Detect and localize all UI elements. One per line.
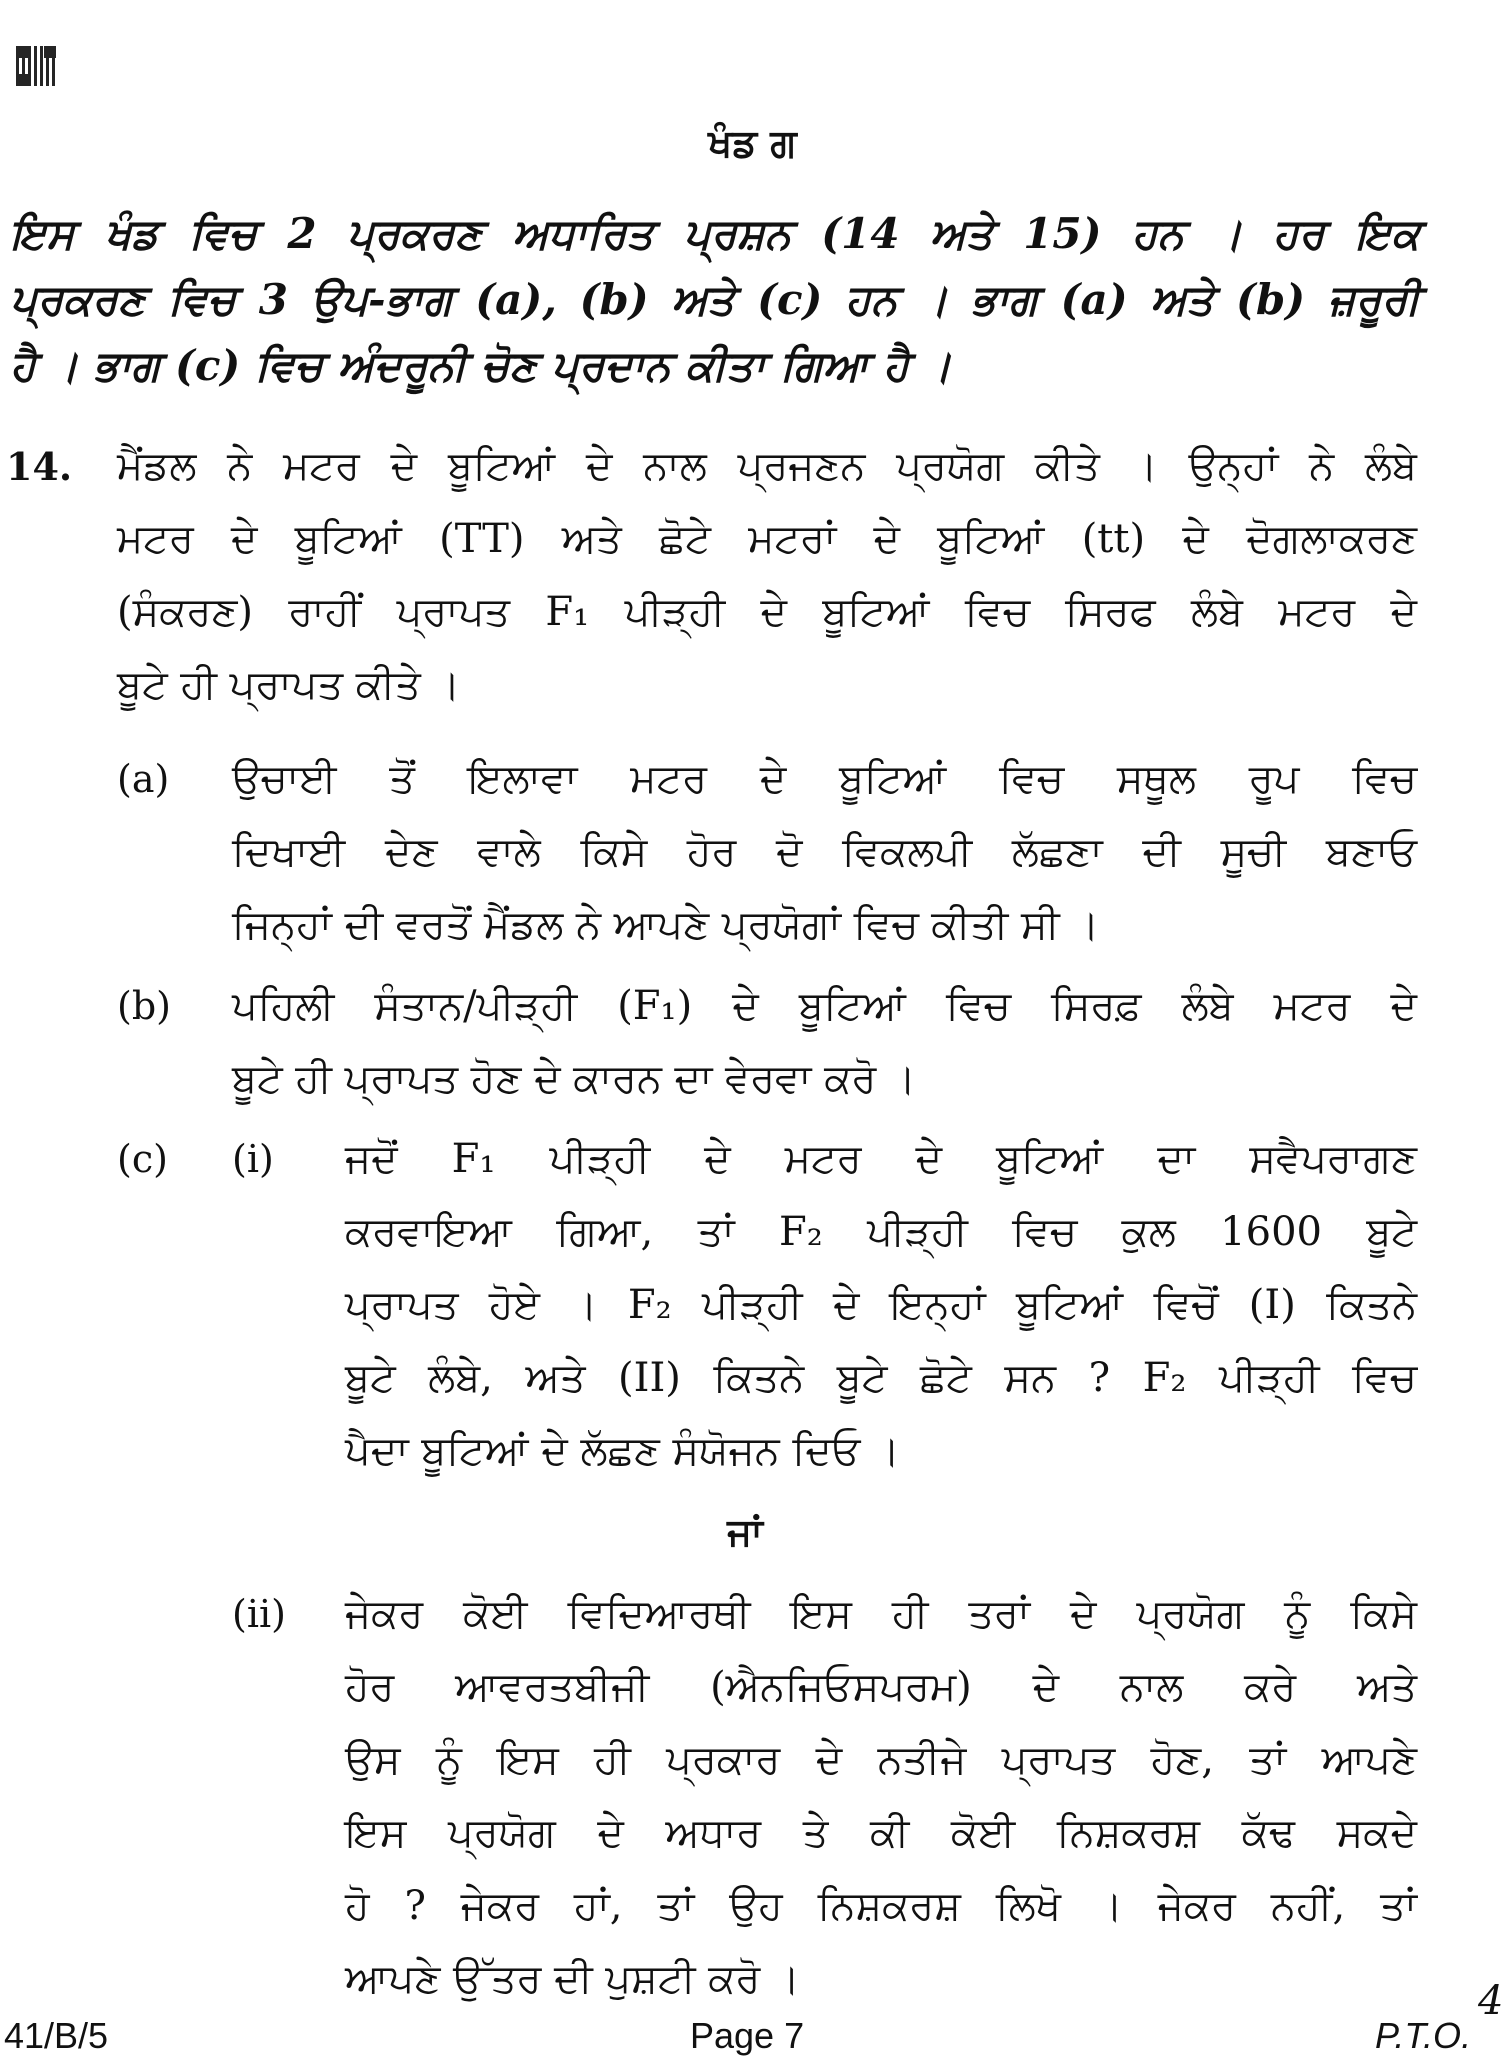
part-a-line: ਉਚਾਈ ਤੋਂ ਇਲਾਵਾ ਮਟਰ ਦੇ ਬੂਟਿਆਂ ਵਿਚ ਸਥੂਲ ਰੂਪ ਵਿਚ — [232, 756, 1417, 802]
question-number: 14. — [6, 444, 73, 489]
part-b-text — [232, 970, 1417, 1116]
option-i-line: ਕਰਵਾਇਆ ਗਿਆ, ਤਾਂ F₂ ਪੀੜ੍ਹੀ ਵਿਚ ਕੁਲ 1600 ਬੂਟੇ — [345, 1209, 1417, 1255]
option-i-line: ਪ੍ਰਾਪਤ ਹੋਏ । F₂ ਪੀੜ੍ਹੀ ਦੇ ਇਨ੍ਹਾਂ ਬੂਟਿਆਂ ਵਿਚੋਂ (I) ਕਿਤਨੇ — [345, 1282, 1417, 1328]
option-ii-line: ਜੇਕਰ ਕੋਈ ਵਿਦਿਆਰਥੀ ਇਸ ਹੀ ਤਰਾਂ ਦੇ ਪ੍ਰਯੋਗ ਨੂੰ ਕਿਸੇ — [345, 1591, 1417, 1637]
part-c-label: (c) — [117, 1137, 168, 1181]
part-a-text — [232, 743, 1417, 962]
stem-line: ਮੈਂਡਲ ਨੇ ਮਟਰ ਦੇ ਬੂਟਿਆਂ ਦੇ ਨਾਲ ਪ੍ਰਜਣਨ ਪ੍ਰਯੋਗ ਕੀਤੇ । ਉਨ੍ਹਾਂ ਨੇ ਲੰਬੇ — [117, 443, 1417, 489]
stem-line: ਬੂਟੇ ਹੀ ਪ੍ਰਾਪਤ ਕੀਤੇ । — [117, 662, 461, 708]
footer-pto: P.T.O. — [1375, 2015, 1472, 2056]
instruction-line: ਪ੍ਰਕਰਣ ਵਿਚ 3 ਉਪ-ਭਾਗ (a), (b) ਅਤੇ (c) ਹਨ । ਭਾਗ (a) ਅਤੇ (b) ਜ਼ਰੂਰੀ — [10, 275, 1420, 324]
option-i-line: ਜਦੋਂ F₁ ਪੀੜ੍ਹੀ ਦੇ ਮਟਰ ਦੇ ਬੂਟਿਆਂ ਦਾ ਸਵੈਪਰਾਗਣ — [345, 1136, 1417, 1182]
question-stem — [117, 430, 1417, 722]
option-i-line: ਬੂਟੇ ਲੰਬੇ, ਅਤੇ (II) ਕਿਤਨੇ ਬੂਟੇ ਛੋਟੇ ਸਨ ? F₂ ਪੀੜ੍ਹੀ ਵਿਚ — [345, 1355, 1417, 1401]
part-a-label: (a) — [117, 757, 170, 801]
option-ii-line: ਆਪਣੇ ਉੱਤਰ ਦੀ ਪੁਸ਼ਟੀ ਕਰੋ । — [345, 1956, 800, 2002]
option-ii-line: ਇਸ ਪ੍ਰਯੋਗ ਦੇ ਅਧਾਰ ਤੇ ਕੀ ਕੋਈ ਨਿਸ਼ਕਰਸ਼ ਕੱਢ ਸਕਦੇ — [345, 1810, 1417, 1856]
section-instructions — [10, 201, 1420, 399]
option-i-text — [345, 1123, 1417, 1488]
part-b-label: (b) — [117, 984, 171, 1028]
footer-code: 41/B/5 — [4, 2015, 109, 2056]
qr-code — [16, 46, 56, 86]
option-ii-line: ਹੋਰ ਆਵਰਤਬੀਜੀ (ਐਨਜਿਓਸਪਰਮ) ਦੇ ਨਾਲ ਕਰੇ ਅਤੇ — [345, 1664, 1417, 1710]
option-ii-line: ਹੋ ? ਜੇਕਰ ਹਾਂ, ਤਾਂ ਉਹ ਨਿਸ਼ਕਰਸ਼ ਲਿਖੋ । ਜੇਕਰ ਨਹੀਂ, ਤਾਂ — [345, 1883, 1417, 1929]
section-title: ਖੰਡ ਗ — [708, 120, 797, 165]
stem-line: ਮਟਰ ਦੇ ਬੂਟਿਆਂ (TT) ਅਤੇ ਛੋਟੇ ਮਟਰਾਂ ਦੇ ਬੂਟਿਆਂ (tt) ਦੇ ਦੋਗਲਾਕਰਣ — [117, 516, 1417, 562]
instruction-line: ਹੈ । ਭਾਗ (c) ਵਿਚ ਅੰਦਰੂਨੀ ਚੋਣ ਪ੍ਰਦਾਨ ਕੀਤਾ ਗਿਆ ਹੈ । — [10, 341, 952, 390]
part-a-line: ਜਿਨ੍ਹਾਂ ਦੀ ਵਰਤੋਂ ਮੈਂਡਲ ਨੇ ਆਪਣੇ ਪ੍ਰਯੋਗਾਂ ਵਿਚ ਕੀਤੀ ਸੀ । — [232, 902, 1100, 948]
or-separator: ਜਾਂ — [727, 1509, 763, 1554]
footer-page-number: Page 7 — [690, 2015, 805, 2056]
option-i-line: ਪੈਦਾ ਬੂਟਿਆਂ ਦੇ ਲੱਛਣ ਸੰਯੋਜਨ ਦਿਓ । — [345, 1428, 901, 1474]
option-i-label: (i) — [232, 1137, 274, 1181]
part-b-line: ਪਹਿਲੀ ਸੰਤਾਨ/ਪੀੜ੍ਹੀ (F₁) ਦੇ ਬੂਟਿਆਂ ਵਿਚ ਸਿਰਫ਼ ਲੰਬੇ ਮਟਰ ਦੇ — [232, 983, 1417, 1029]
stem-line: (ਸੰਕਰਣ) ਰਾਹੀਂ ਪ੍ਰਾਪਤ F₁ ਪੀੜ੍ਹੀ ਦੇ ਬੂਟਿਆਂ ਵਿਚ ਸਿਰਫ ਲੰਬੇ ਮਟਰ ਦੇ — [117, 589, 1417, 635]
option-ii-label: (ii) — [232, 1592, 286, 1636]
question-marks: 4 — [1478, 1978, 1504, 2024]
instruction-line: ਇਸ ਖੰਡ ਵਿਚ 2 ਪ੍ਰਕਰਣ ਅਧਾਰਿਤ ਪ੍ਰਸ਼ਨ (14 ਅਤੇ 15) ਹਨ । ਹਰ ਇਕ — [10, 209, 1420, 258]
option-ii-line: ਉਸ ਨੂੰ ਇਸ ਹੀ ਪ੍ਰਕਾਰ ਦੇ ਨਤੀਜੇ ਪ੍ਰਾਪਤ ਹੋਣ, ਤਾਂ ਆਪਣੇ — [345, 1737, 1417, 1783]
option-ii-text — [345, 1578, 1417, 2016]
part-b-line: ਬੂਟੇ ਹੀ ਪ੍ਰਾਪਤ ਹੋਣ ਦੇ ਕਾਰਨ ਦਾ ਵੇਰਵਾ ਕਰੋ । — [232, 1056, 916, 1102]
part-a-line: ਦਿਖਾਈ ਦੇਣ ਵਾਲੇ ਕਿਸੇ ਹੋਰ ਦੋ ਵਿਕਲਪੀ ਲੱਛਣਾ ਦੀ ਸੂਚੀ ਬਣਾਓ — [232, 829, 1417, 875]
